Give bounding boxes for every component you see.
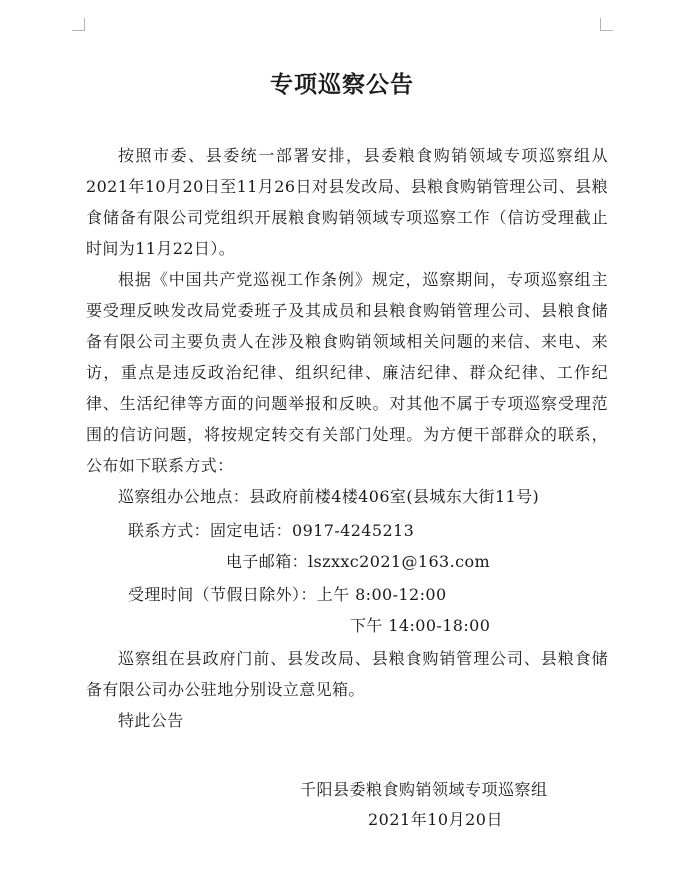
page-title: 专项巡察公告 xyxy=(270,72,414,98)
signature-date: 2021年10月20日 xyxy=(368,810,503,829)
paragraph-scope: 根据《中国共产党巡视工作条例》规定，巡察期间，专项巡察组主要受理反映发改局党委班子及其成员和县粮食购销管理公司、县粮食储备有限公司主要负责人在涉及粮食购销领域相关问题的来信、来电、来访，重点是违反政治纪律、组织纪律、廉洁纪律、群众纪律、工作纪律、生活纪律等方面的问题举报和反映。对其他不属于专项巡察受理范围的信访问题，将按规定转交有关部门处理。为方便干部群众的联系，公布如下联系方式： xyxy=(86,270,608,475)
office-address: 巡察组办公地点：县政府前楼4楼406室(县城东大街11号) xyxy=(118,487,540,506)
hours-afternoon: 下午 14:00-18:00 xyxy=(350,616,491,635)
contact-phone: 联系方式：固定电话：0917-4245213 xyxy=(128,521,415,540)
paragraph-intro: 按照市委、县委统一部署安排，县委粮食购销领域专项巡察组从2021年10月20日至11月26日对县发改局、县粮食购销管理公司、县粮食储备有限公司党组织开展粮食购销领域专项巡察工作（信访受理截止时间为11月22日）。 xyxy=(86,146,608,258)
contact-email: 电子邮箱：lszxxc2021@163.com xyxy=(226,552,491,571)
signature-organization: 千阳县委粮食购销领域专项巡察组 xyxy=(300,780,548,799)
hours-morning: 受理时间（节假日除外）：上午 8:00-12:00 xyxy=(128,585,447,604)
document-body xyxy=(86,140,608,736)
page-corner-mark-left xyxy=(72,18,85,31)
page-corner-mark-right xyxy=(600,18,613,31)
paragraph-mailbox: 巡察组在县政府门前、县发改局、县粮食购销管理公司、县粮食储备有限公司办公驻地分别设立意见箱。 xyxy=(86,649,608,699)
closing-text: 特此公告 xyxy=(118,711,184,730)
